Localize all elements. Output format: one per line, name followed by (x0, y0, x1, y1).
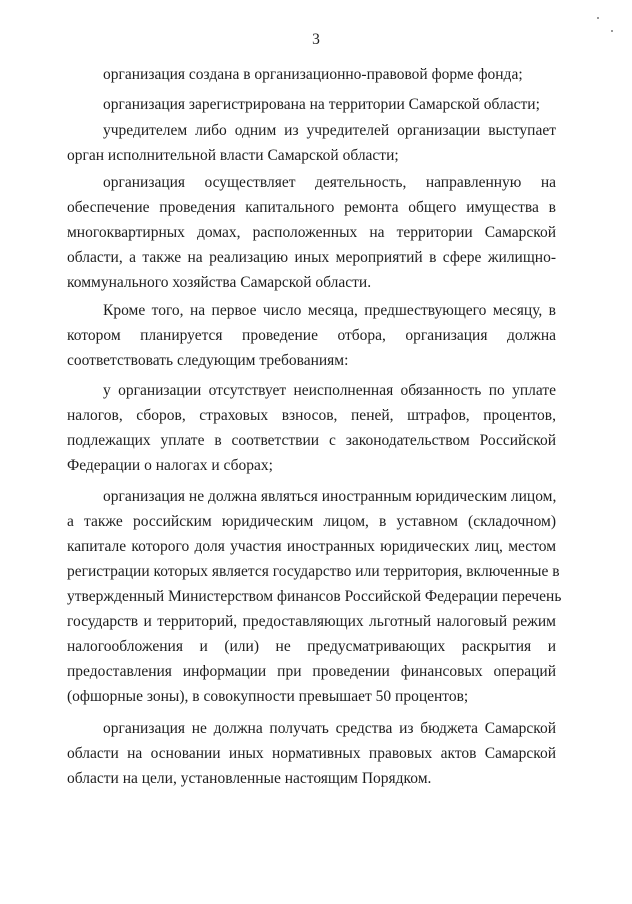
scan-speck (597, 17, 599, 19)
paragraph-line: подлежащих уплате в соответствии с законодательством Российской (67, 432, 556, 449)
paragraph (67, 118, 556, 168)
paragraph-line: области на цели, установленные настоящим Порядком. (67, 770, 432, 787)
paragraph-line: капитале которого доля участия иностранных юридических лиц, местом (67, 538, 556, 555)
paragraph-line: соответствовать следующим требованиям: (67, 352, 349, 369)
paragraph-line: Федерации о налогах и сборах; (67, 457, 273, 474)
paragraph-line: (офшорные зоны), в совокупности превышает 50 процентов; (67, 688, 469, 705)
paragraph-line: обеспечение проведения капитального ремонта общего имущества в (67, 199, 556, 216)
paragraph (67, 92, 556, 117)
scan-speck (611, 30, 613, 32)
paragraph-line: организация не должна получать средства из бюджета Самарской (103, 720, 556, 737)
paragraph (67, 170, 556, 295)
paragraph-line: организация не должна являться иностранным юридическим лицом, (103, 488, 557, 505)
page-number: 3 (312, 31, 320, 48)
paragraph-line: утвержденный Министерством финансов Российской Федерации перечень (67, 588, 562, 605)
paragraph-line: государств и территорий, предоставляющих льготный налоговый режим (67, 613, 556, 630)
paragraph-line: коммунального хозяйства Самарской области. (67, 274, 372, 291)
paragraph-line: налогов, сборов, страховых взносов, пеней, штрафов, процентов, (67, 407, 556, 424)
paragraph (67, 484, 562, 709)
paragraph-line: организация создана в организационно-правовой форме фонда; (103, 66, 523, 83)
paragraph (67, 716, 556, 791)
paragraph (67, 378, 556, 478)
paragraph-line: предоставления информации при проведении финансовых операций (67, 663, 556, 680)
paragraph-line: Кроме того, на первое число месяца, предшествующего месяцу, в (103, 302, 556, 319)
paragraph-line: регистрации которых является государство или территория, включенные в (67, 563, 560, 580)
paragraph-line: котором планируется проведение отбора, организация должна (67, 327, 556, 344)
paragraph-line: многоквартирных домах, расположенных на территории Самарской (67, 224, 556, 241)
paragraph-line: у организации отсутствует неисполненная обязанность по уплате (103, 382, 556, 399)
paragraph-line: области, а также на реализацию иных мероприятий в сфере жилищно- (67, 249, 556, 266)
paragraph-line: области на основании иных нормативных правовых актов Самарской (67, 745, 556, 762)
paragraph (67, 62, 556, 87)
paragraph (67, 298, 556, 373)
paragraph-line: орган исполнительной власти Самарской области; (67, 147, 399, 164)
paragraph-line: учредителем либо одним из учредителей организации выступает (103, 122, 556, 139)
paragraph-line: а также российским юридическим лицом, в уставном (складочном) (67, 513, 556, 530)
paragraph-line: организация зарегистрирована на территории Самарской области; (103, 96, 540, 113)
paragraph-line: организация осуществляет деятельность, направленную на (103, 174, 556, 191)
paragraph-line: налогообложения и (или) не предусматривающих раскрытия и (67, 638, 556, 655)
